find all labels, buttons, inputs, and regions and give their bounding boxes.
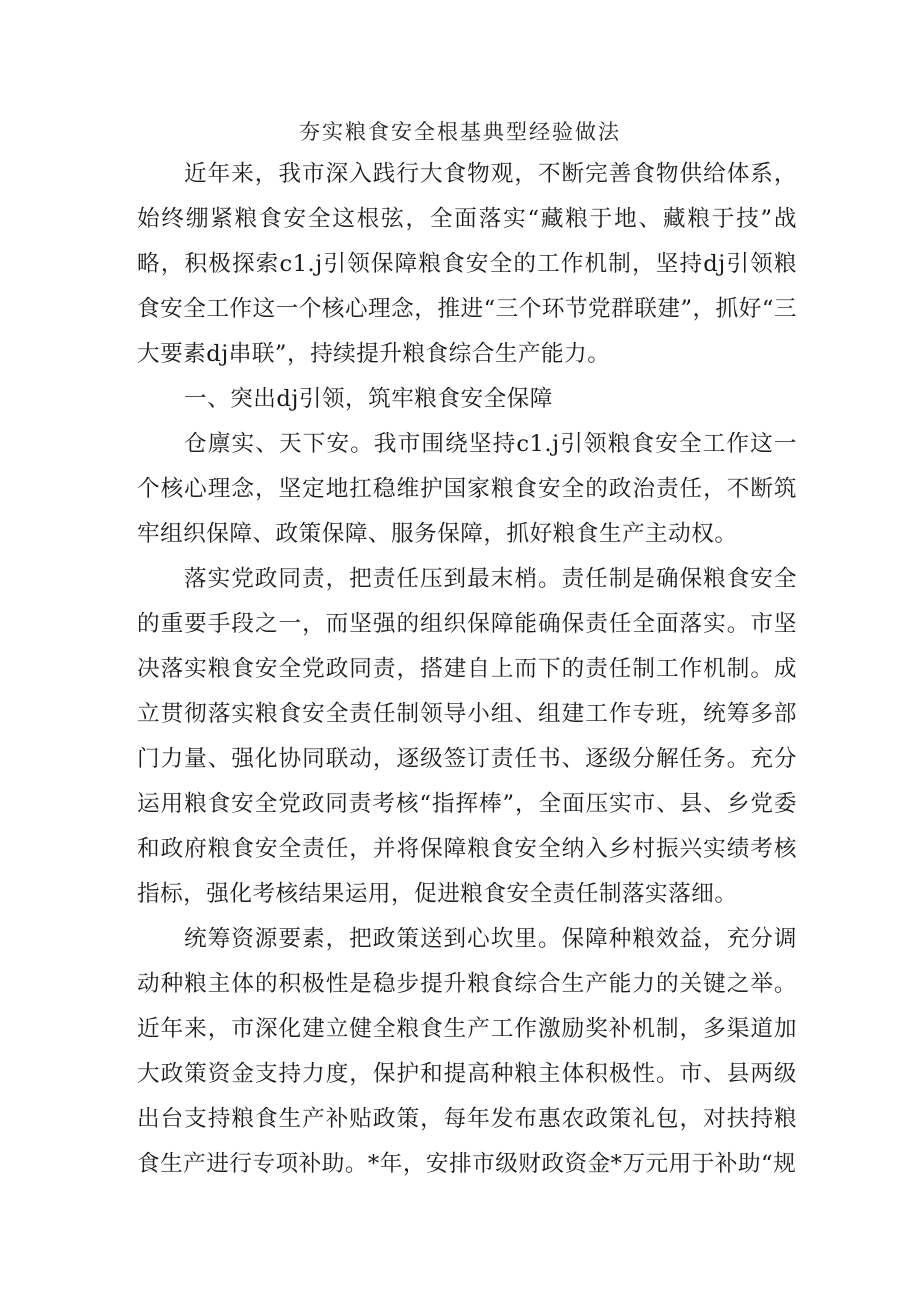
section-intro-paragraph: 仓廪实、天下安。我市围绕坚持c1.j引领粮食安全工作这一个核心理念，坚定地扛稳维护国家粮食安全的政治责任，不断筑牢组织保障、政策保障、服务保障，抓好粮食生产主动权。	[137, 431, 797, 547]
intro-paragraph: 近年来，我市深入践行大食物观，不断完善食物供给体系，始终绷紧粮食安全这根弦，全面落实“藏粮于地、藏粮于技”战略，积极探索c1.j引领保障粮食安全的工作机制，坚持dj引领粮食安全工作这一个核心理念，推进“三个环节党群联建”，抓好“三大要素dj串联”，持续提升粮食综合生产能力。	[137, 161, 797, 367]
responsibility-paragraph: 落实党政同责，把责任压到最末梢。责任制是确保粮食安全的重要手段之一，而坚强的组织保障能确保责任全面落实。市坚决落实粮食安全党政同责，搭建自上而下的责任制工作机制。成立贯彻落实粮食安全责任制领导小组、组建工作专班，统筹多部门力量、强化协同联动，逐级签订责任书、逐级分解任务。充分运用粮食安全党政同责考核“指挥棒”，全面压实市、县、乡党委和政府粮食安全责任，并将保障粮食安全纳入乡村振兴实绩考核指标，强化考核结果运用，促进粮食安全责任制落实落细。	[137, 566, 797, 907]
document-body	[137, 152, 797, 1187]
resources-paragraph: 统筹资源要素，把政策送到心坎里。保障种粮效益，充分调动种粮主体的积极性是稳步提升粮食综合生产能力的关键之举。近年来，市深化建立健全粮食生产工作激励奖补机制，多渠道加大政策资金支持力度，保护和提高种粮主体积极性。市、县两级出台支持粮食生产补贴政策，每年发布惠农政策礼包，对扶持粮食生产进行专项补助。*年，安排市级财政资金*万元用于补助“规	[137, 926, 797, 1177]
document-title: 夯实粮食安全根基典型经验做法	[299, 120, 621, 144]
section-heading: 一、突出dj引领，筑牢粮食安全保障	[184, 386, 553, 412]
